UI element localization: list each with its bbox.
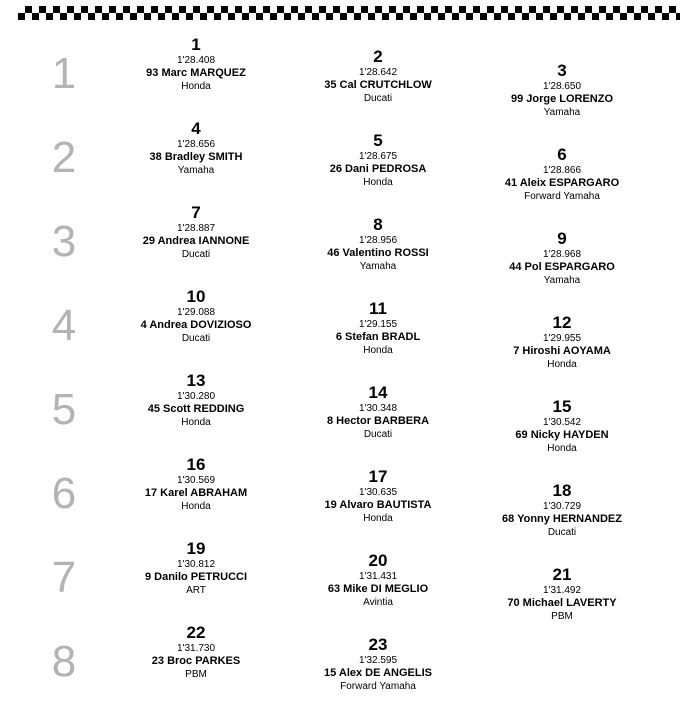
grid-position: 18	[552, 481, 572, 500]
grid-entry	[106, 624, 286, 681]
rider-name: 17 Karel ABRAHAM	[144, 487, 248, 499]
grid-entry	[472, 482, 652, 539]
grid-entry	[106, 120, 286, 177]
rider-name: 8 Hector BARBERA	[326, 415, 430, 427]
grid-entry	[472, 398, 652, 455]
team-name: Yamaha	[543, 275, 581, 286]
grid-position: 6	[557, 145, 567, 164]
lap-time: 1'30.729	[542, 501, 582, 512]
grid-position: 15	[552, 397, 572, 416]
lap-time: 1'28.650	[542, 81, 582, 92]
rider-name: 38 Bradley SMITH	[149, 151, 243, 163]
rider-name: 9 Danilo PETRUCCI	[144, 571, 248, 583]
lap-time: 1'28.642	[358, 67, 398, 78]
rider-name: 23 Broc PARKES	[151, 655, 241, 667]
grid-position: 4	[191, 119, 201, 138]
rider-name: 29 Andrea IANNONE	[142, 235, 250, 247]
grid-position: 7	[191, 203, 201, 222]
rider-name: 35 Cal CRUTCHLOW	[324, 79, 432, 91]
rider-name: 7 Hiroshi AOYAMA	[513, 345, 611, 357]
grid-position: 1	[191, 35, 201, 54]
rider-name: 70 Michael LAVERTY	[507, 597, 617, 609]
grid-entry	[472, 146, 652, 203]
team-name: Yamaha	[359, 261, 397, 272]
team-name: Ducati	[181, 333, 211, 344]
rider-name: 69 Nicky HAYDEN	[515, 429, 609, 441]
lap-time: 1'28.956	[358, 235, 398, 246]
grid-position: 19	[186, 539, 206, 558]
grid-position: 20	[368, 551, 388, 570]
rider-name: 45 Scott REDDING	[147, 403, 245, 415]
lap-time: 1'30.542	[542, 417, 582, 428]
team-name: Ducati	[363, 93, 393, 104]
team-name: Forward Yamaha	[340, 681, 416, 692]
grid-entry	[288, 132, 468, 189]
team-name: Honda	[363, 345, 393, 356]
grid-entry	[472, 314, 652, 371]
grid-entry	[288, 552, 468, 609]
lap-time: 1'31.730	[176, 643, 216, 654]
grid-position: 12	[552, 313, 572, 332]
lap-time: 1'30.635	[358, 487, 398, 498]
team-name: Ducati	[181, 249, 211, 260]
lap-time: 1'28.968	[542, 249, 582, 260]
grid-entry	[106, 456, 286, 513]
team-name: Honda	[547, 443, 577, 454]
team-name: Yamaha	[177, 165, 215, 176]
team-name: Honda	[181, 417, 211, 428]
grid-position: 17	[368, 467, 388, 486]
lap-time: 1'28.887	[176, 223, 216, 234]
grid-row-number: 8	[51, 637, 77, 686]
grid-row-number: 5	[51, 385, 77, 434]
team-name: Avintia	[363, 597, 393, 608]
rider-name: 6 Stefan BRADL	[335, 331, 421, 343]
lap-time: 1'32.595	[358, 655, 398, 666]
lap-time: 1'28.866	[542, 165, 582, 176]
team-name: Yamaha	[543, 107, 581, 118]
lap-time: 1'29.155	[358, 319, 398, 330]
rider-name: 99 Jorge LORENZO	[510, 93, 614, 105]
rider-name: 63 Mike DI MEGLIO	[327, 583, 429, 595]
lap-time: 1'30.812	[176, 559, 216, 570]
rider-name: 44 Pol ESPARGARO	[509, 261, 615, 273]
lap-time: 1'31.431	[358, 571, 398, 582]
grid-row-number: 4	[51, 301, 77, 350]
grid-position: 9	[557, 229, 567, 248]
rider-name: 93 Marc MARQUEZ	[146, 67, 246, 79]
rider-name: 4 Andrea DOVIZIOSO	[140, 319, 252, 331]
lap-time: 1'30.348	[358, 403, 398, 414]
grid-entry	[106, 540, 286, 597]
grid-position: 11	[369, 299, 387, 318]
grid-position: 16	[186, 455, 206, 474]
rider-name: 41 Aleix ESPARGARO	[504, 177, 620, 189]
grid-entry	[288, 384, 468, 441]
grid-entry	[288, 636, 468, 693]
grid-row-number: 6	[51, 469, 77, 518]
grid-row-number: 7	[51, 553, 77, 602]
team-name: PBM	[185, 669, 207, 680]
grid-entry	[288, 48, 468, 105]
grid-row-number: 2	[51, 133, 77, 182]
team-name: Ducati	[363, 429, 393, 440]
grid-position: 21	[552, 565, 572, 584]
grid-entry	[288, 216, 468, 273]
lap-time: 1'28.675	[358, 151, 398, 162]
grid-position: 3	[557, 61, 567, 80]
lap-time: 1'30.280	[176, 391, 216, 402]
rider-name: 46 Valentino ROSSI	[327, 247, 429, 259]
grid-entry	[472, 566, 652, 623]
grid-position: 2	[373, 47, 383, 66]
grid-position: 22	[186, 623, 206, 642]
lap-time: 1'29.088	[176, 307, 216, 318]
grid-row-number: 1	[51, 49, 77, 98]
rider-name: 68 Yonny HERNANDEZ	[501, 513, 622, 525]
team-name: ART	[186, 585, 206, 596]
grid-position: 10	[186, 287, 206, 306]
lap-time: 1'28.408	[176, 55, 216, 66]
team-name: PBM	[551, 611, 573, 622]
team-name: Honda	[181, 81, 211, 92]
lap-time: 1'29.955	[542, 333, 582, 344]
team-name: Ducati	[547, 527, 577, 538]
rider-name: 26 Dani PEDROSA	[329, 163, 427, 175]
grid-row-number: 3	[51, 217, 77, 266]
team-name: Forward Yamaha	[524, 191, 600, 202]
lap-time: 1'30.569	[176, 475, 216, 486]
rider-name: 19 Alvaro BAUTISTA	[324, 499, 432, 511]
lap-time: 1'28.656	[176, 139, 216, 150]
lap-time: 1'31.492	[542, 585, 582, 596]
grid-entry	[288, 468, 468, 525]
team-name: Honda	[363, 177, 393, 188]
grid-entry	[472, 230, 652, 287]
grid-entry	[472, 62, 652, 119]
grid-position: 23	[368, 635, 388, 654]
grid-entry	[106, 372, 286, 429]
grid-position: 13	[186, 371, 206, 390]
team-name: Honda	[363, 513, 393, 524]
grid-position: 5	[373, 131, 383, 150]
team-name: Honda	[547, 359, 577, 370]
grid-entry	[288, 300, 468, 357]
grid-entry	[106, 204, 286, 261]
rider-name: 15 Alex DE ANGELIS	[324, 667, 432, 679]
checkered-flag-banner	[18, 6, 680, 20]
team-name: Honda	[181, 501, 211, 512]
grid-entry	[106, 288, 286, 345]
grid-position: 14	[368, 383, 388, 402]
grid-entry	[106, 36, 286, 93]
grid-position: 8	[373, 215, 383, 234]
